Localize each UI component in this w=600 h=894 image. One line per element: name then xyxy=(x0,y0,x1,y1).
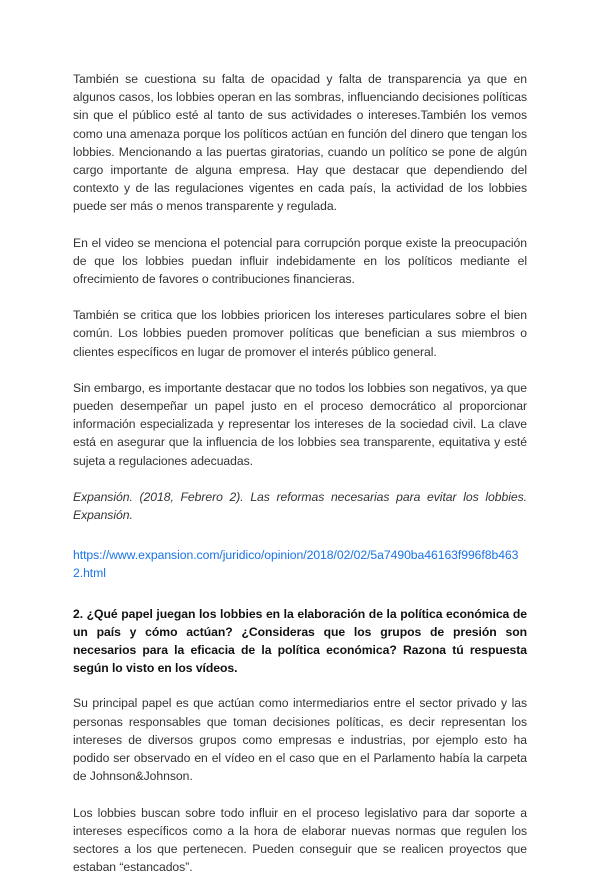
document-body xyxy=(73,70,527,894)
question-heading: 2. ¿Qué papel juegan los lobbies en la elaboración de la política económica de un país y cómo actúan? ¿Consideras que los grupos de presión son necesarios para la eficacia de la política económica? Razona tú respuesta según lo visto en los vídeos. xyxy=(73,606,527,676)
answer-paragraph-legislative: Los lobbies buscan sobre todo influir en el proceso legislativo para dar soporte a intereses específicos como a la hora de elaborar nuevas normas que regulen los sectores a los que pertenecen. Pueden conseguir que se realicen proyectos que estaban “estancados”. xyxy=(73,805,527,875)
paragraph-transparency: También se cuestiona su falta de opacidad y falta de transparencia ya que en algunos casos, los lobbies operan en las sombras, influenciando decisiones políticas sin que el público esté al tanto de sus actividades o intereses.También los vemos como una amenaza porque los políticos actúan en función del dinero que tengan los lobbies. Mencionando a las puertas giratorias, cuando un político se pone de algún cargo importante de alguna empresa. Hay que destacar que dependiendo del contexto y de las regulaciones vigentes en cada país, la actividad de los lobbies puede ser más o menos transparente y regulada. xyxy=(73,72,527,214)
paragraph-particular-interests: También se critica que los lobbies prioricen los intereses particulares sobre el bien común. Los lobbies pueden promover políticas que benefician a sus miembros o clientes específicos en lugar de promover el interés público general. xyxy=(73,308,527,359)
answer-paragraph-role: Su principal papel es que actúan como intermediarios entre el sector privado y las personas responsables que toman decisiones políticas, es decir representan los intereses de diversos grupos como empresas e industrias, por ejemplo esto ha podido ser observado en el vídeo en el caso que en el Parlamento había la carpeta de Johnson&Johnson. xyxy=(73,696,527,784)
paragraph-corruption: En el video se menciona el potencial para corrupción porque existe la preocupación de que los lobbies puedan influir indebidamente en los políticos mediante el ofrecimiento de favores o contribuciones financieras. xyxy=(73,235,527,287)
citation: Expansión. (2018, Febrero 2). Las reformas necesarias para evitar los lobbies. Expansión. xyxy=(73,489,527,523)
reference-link[interactable]: https://www.expansion.com/juridico/opinion/2018/02/02/5a7490ba46163f996f8b4632.html xyxy=(73,548,519,581)
paragraph-not-all-negative: Sin embargo, es importante destacar que no todos los lobbies son negativos, ya que pueden desempeñar un papel justo en el proceso democrático al proporcionar información especializada y representar los intereses de la sociedad civil. La clave está en asegurar que la influencia de los lobbies sea transparente, equitativa y esté sujeta a regulaciones adecuadas. xyxy=(73,380,527,468)
